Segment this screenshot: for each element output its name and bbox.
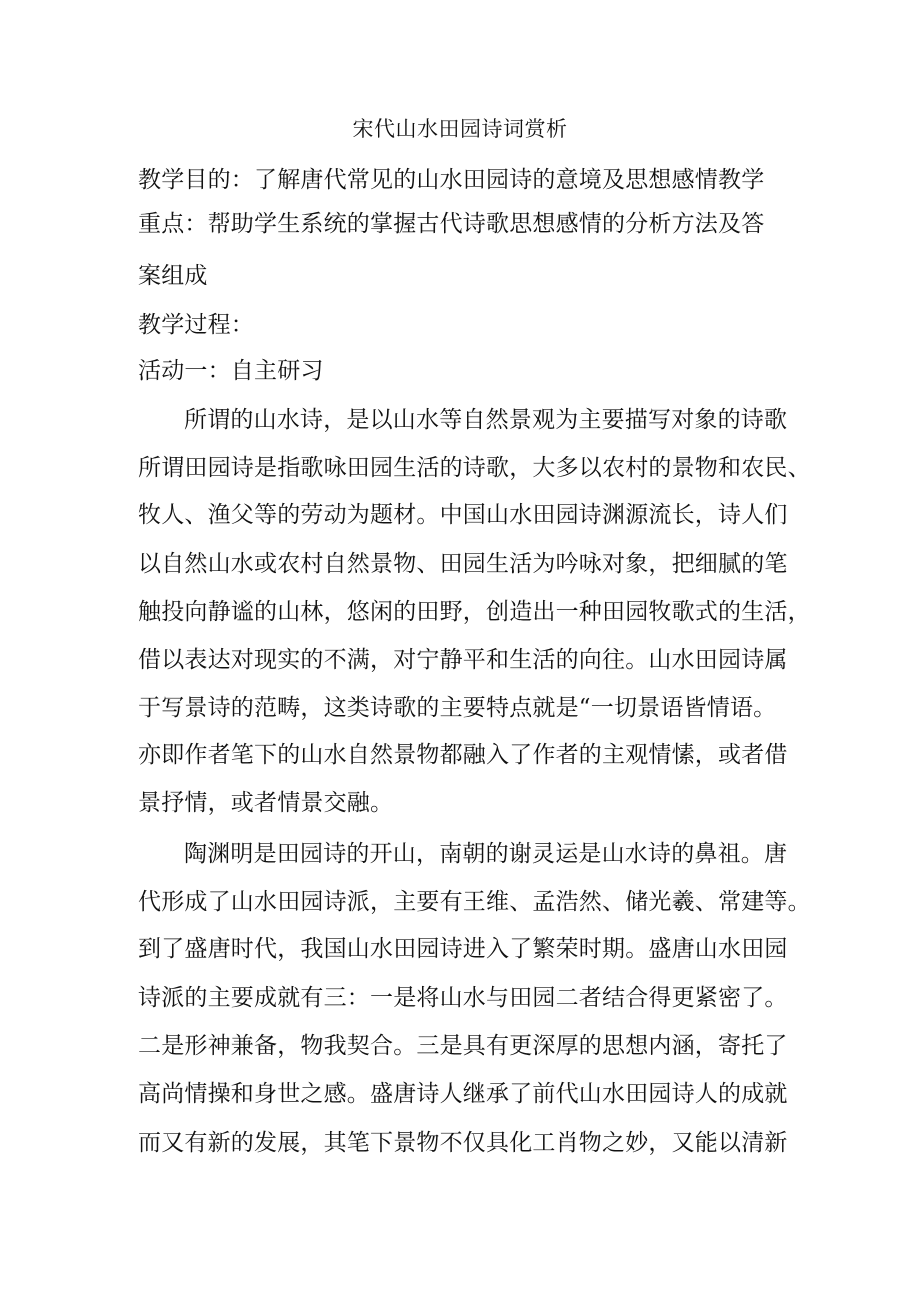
- text-line: 活动一：自主研习: [138, 358, 324, 384]
- text-line: 二是形神兼备，物我契合。三是具有更深厚的思想内涵，寄托了: [138, 1033, 788, 1059]
- text-line: 借以表达对现实的不满，对宁静平和生活的向往。山水田园诗属: [138, 647, 788, 673]
- text-line: 所谓田园诗是指歌咏田园生活的诗歌，大多以农村的景物和农民、: [138, 455, 811, 481]
- document-title: 宋代山水田园诗词赏析: [352, 117, 568, 141]
- text-line: 到了盛唐时代，我国山水田园诗进入了繁荣时期。盛唐山水田园: [138, 936, 788, 962]
- text-line: 案组成: [138, 263, 208, 289]
- text-line: 陶渊明是田园诗的开山，南朝的谢灵运是山水诗的鼻祖。唐: [184, 841, 788, 867]
- text-line: 教学目的：了解唐代常见的山水田园诗的意境及思想感情教学: [138, 167, 765, 193]
- text-line: 诗派的主要成就有三：一是将山水与田园二者结合得更紧密了。: [138, 985, 788, 1011]
- text-line: 触投向静谧的山林，悠闲的田野，创造出一种田园牧歌式的生活，: [138, 599, 811, 625]
- text-line: 重点：帮助学生系统的掌握古代诗歌思想感情的分析方法及答: [138, 211, 765, 237]
- text-line: 代形成了山水田园诗派，主要有王维、孟浩然、储光羲、常建等。: [138, 889, 811, 915]
- text-line: 高尚情操和身世之感。盛唐诗人继承了前代山水田园诗人的成就: [138, 1081, 788, 1107]
- text-line: 景抒情，或者情景交融。: [138, 790, 394, 816]
- text-line: 亦即作者笔下的山水自然景物都融入了作者的主观情愫，或者借: [138, 742, 788, 768]
- text-line: 牧人、渔父等的劳动为题材。中国山水田园诗渊源流长，诗人们: [138, 502, 788, 528]
- text-line: 所谓的山水诗，是以山水等自然景观为主要描写对象的诗歌: [184, 407, 788, 433]
- text-line: 于写景诗的范畴，这类诗歌的主要特点就是“一切景语皆情语。: [138, 695, 777, 721]
- text-line: 以自然山水或农村自然景物、田园生活为吟咏对象，把细腻的笔: [138, 551, 788, 577]
- text-line: 教学过程：: [138, 312, 254, 338]
- text-line: 而又有新的发展，其笔下景物不仅具化工肖物之妙，又能以清新: [138, 1130, 788, 1156]
